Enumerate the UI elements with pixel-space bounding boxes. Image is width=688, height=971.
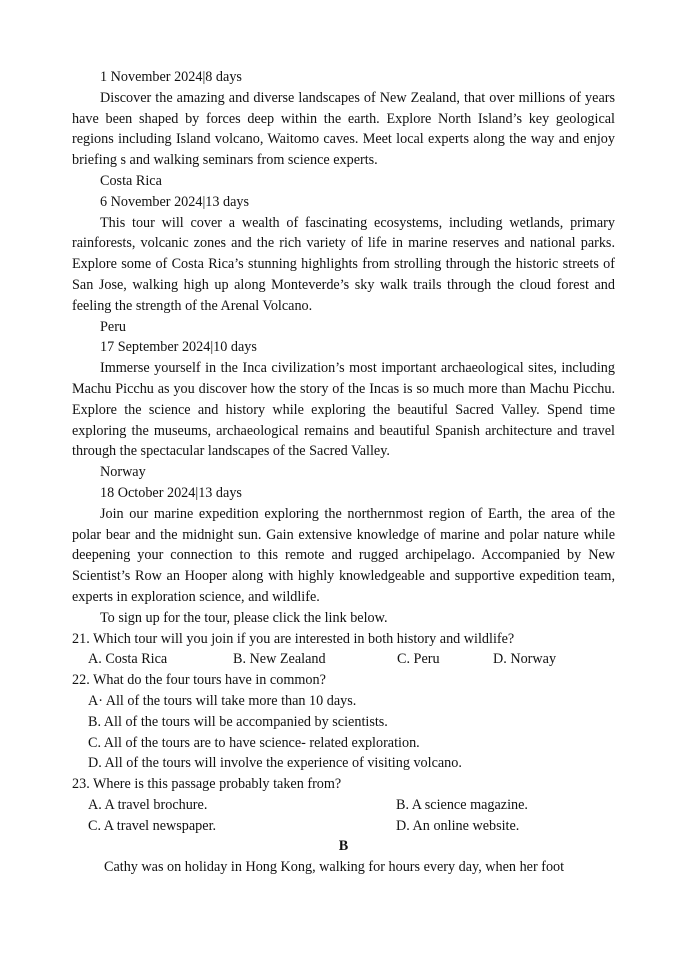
tour-description: Immerse yourself in the Inca civilization’s most important archaeological sites, including Machu Picchu as you discover how the story of the Incas is so much more than Machu Picchu. Explore the science and history while exploring the beautiful Sacred Valley. Spend time exploring the museums, archaeological remains and beautiful Spanish architecture and travel through the spectacular landscapes of the Sacred Valley. [72, 360, 615, 460]
option: B. All of the tours will be accompanied by scientists. [88, 713, 388, 730]
options-row [72, 816, 615, 837]
option: D. All of the tours will involve the experience of visiting volcano. [88, 755, 462, 772]
tour-description: This tour will cover a wealth of fascinating ecosystems, including wetlands, primary rainforests, volcanic zones and the rich variety of life in marine reserves and national parks. Explore some of Costa Rica’s stunning highlights from strolling through the historic streets of San Jose, walking high up along Monteverde’s sky walk trails through the cloud forest and feeling the strength of the Arenal Volcano. [72, 214, 615, 314]
tour-description: Discover the amazing and diverse landscapes of New Zealand, that over millions of years have been shaped by forces deep within the earth. Explore North Island’s key geological regions including Island volcano, Waitomo caves. Meet local experts along the way and enjoy briefing s and walking seminars from science experts. [72, 89, 615, 169]
option: B. A science magazine. [396, 796, 528, 813]
option: D. An online website. [396, 817, 520, 834]
options-row [72, 649, 615, 670]
question-stem: 22. What do the four tours have in common? [72, 672, 326, 689]
tour-description: Join our marine expedition exploring the northernmost region of Earth, the area of the polar bear and the midnight sun. Gain extensive knowledge of marine and polar nature while deepening your connection to this remote and rugged archipelago. Accompanied by New Scientist’s Row an Hooper along with highly knowledgeable and supportive expedition team, experts in exploration science, and wildlife. [72, 505, 615, 605]
option: C. A travel newspaper. [88, 817, 217, 834]
tour-date: 17 September 2024|10 days [100, 339, 257, 356]
tour-date: 18 October 2024|13 days [100, 484, 242, 501]
option: D. Norway [493, 651, 557, 668]
tour-name: Costa Rica [100, 172, 162, 189]
section-heading: B [338, 838, 349, 855]
tour-date: 6 November 2024|13 days [100, 193, 250, 210]
signup-text: To sign up for the tour, please click the link below. [100, 609, 388, 626]
tour-name: Peru [100, 318, 127, 335]
option: A· All of the tours will take more than 10 days. [88, 692, 357, 709]
option: B. New Zealand [233, 651, 326, 668]
tour-date: 1 November 2024|8 days [100, 69, 242, 85]
options-row [72, 795, 615, 816]
option: C. All of the tours are to have science- related exploration. [88, 734, 420, 751]
section-b-paragraph: Cathy was on holiday in Hong Kong, walking for hours every day, when her foot [104, 859, 565, 876]
option: A. A travel brochure. [88, 796, 208, 813]
document-page [72, 67, 615, 878]
option: A. Costa Rica [88, 651, 168, 668]
tour-name: Norway [100, 464, 146, 481]
option: C. Peru [397, 651, 440, 668]
question-stem: 23. Where is this passage probably taken from? [72, 776, 342, 793]
question-stem: 21. Which tour will you join if you are interested in both history and wildlife? [72, 630, 515, 647]
